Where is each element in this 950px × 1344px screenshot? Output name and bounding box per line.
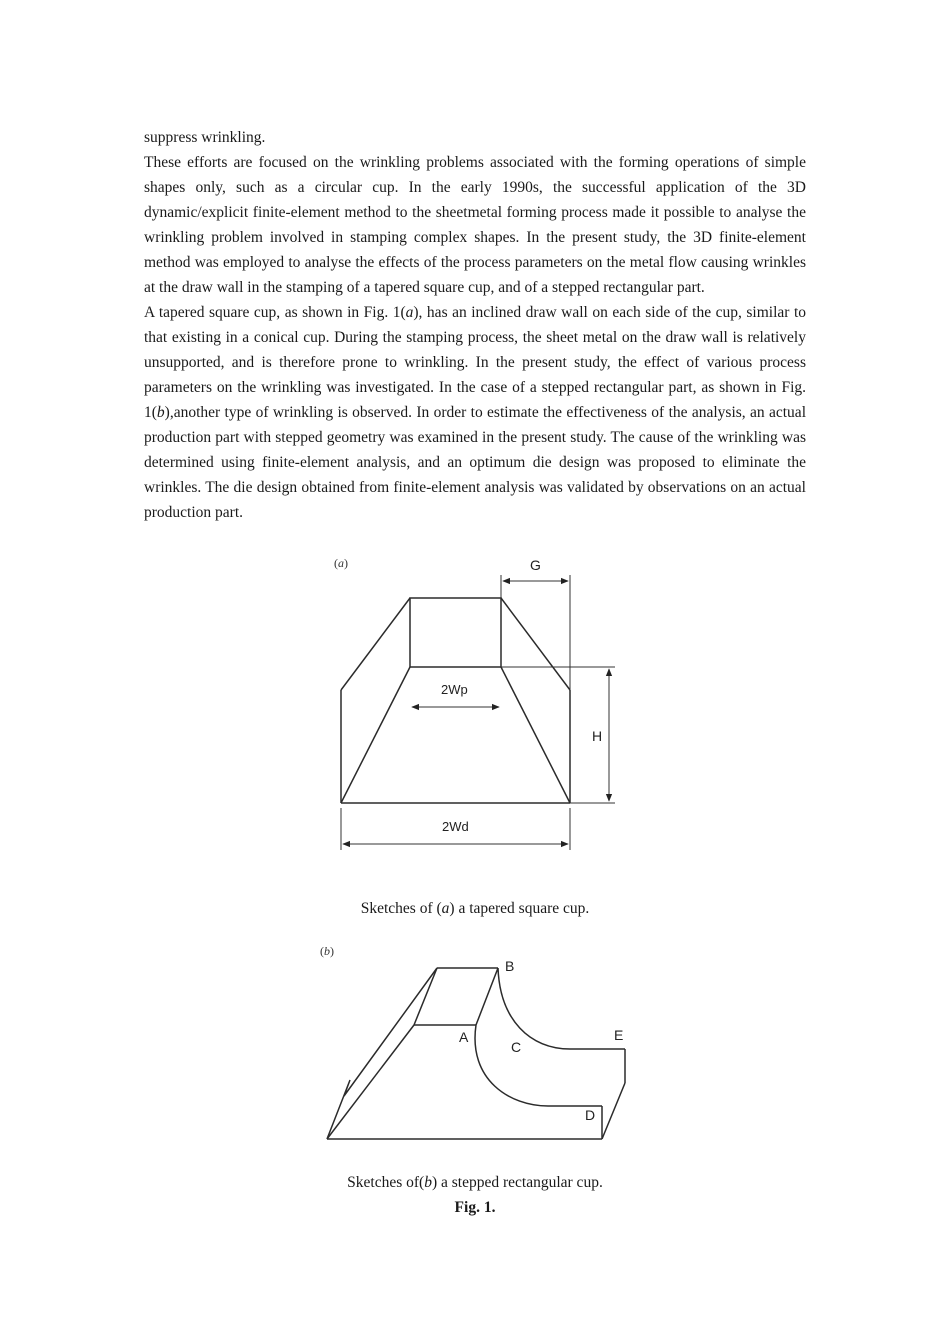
paragraph-3-part-b: ), has an inclined draw wall on each side of the cup, similar to that existing in a conical cup. During the stamping process, the sheet metal on the draw wall is relatively unsupported, and is therefore prone to wrinkling. In the present study, the effect of various process parameters on the wrinkling was investigated. In the case of a stepped rectangular part, as shown in Fig. 1(: [144, 304, 806, 421]
label-e: E: [614, 1027, 624, 1043]
paragraph-2: These efforts are focused on the wrinkling problems associated with the forming operations of simple shapes only, such as a circular cup. In the early 1990s, the successful application of the 3D dynamic/explicit finite-element method to the sheetmetal forming process made it possible to analyse the wrinkling problem involved in stamping complex shapes. In the present study, the 3D finite-element method was employed to analyse the effects of the process parameters on the metal flow causing wrinkles at the draw wall in the stamping of a tapered square cup, and of a stepped rectangular part.: [144, 154, 806, 296]
stepped-cup-outline: [327, 968, 625, 1139]
label-h: H: [592, 728, 603, 744]
paragraph-3-part-a: A tapered square cup, as shown in Fig. 1(: [144, 304, 406, 321]
paragraph-3-italic-a: a: [405, 304, 414, 321]
figure-b-tag: (b): [320, 944, 334, 958]
body-text: [144, 125, 806, 525]
label-b: B: [505, 958, 515, 974]
paragraph-3-italic-b: b: [156, 404, 165, 421]
caption-figure-a: [0, 896, 950, 921]
caption-figure-b: [0, 1170, 950, 1195]
caption-a-pre: Sketches of (: [360, 900, 442, 917]
dimension-h: [501, 667, 615, 803]
paragraph-3-part-c: ),another type of wrinkling is observed. In order to estimate the effectiveness of the analysis, an actual production part with stepped geometry was examined in the present study. The cause of the wrinkling was determined using finite-element analysis, and an optimum die design was proposed to eliminate the wrinkles. The die design obtained from finite-element analysis was validated by observations on an actual production part.: [144, 404, 806, 521]
caption-a-post: ) a tapered square cup.: [449, 900, 590, 917]
dimension-2wd: [341, 808, 570, 850]
dimension-g: [501, 557, 570, 690]
label-g: G: [530, 557, 541, 573]
label-a: A: [459, 1029, 469, 1045]
label-2wd: 2Wd: [442, 819, 469, 834]
caption-a-italic: a: [441, 900, 450, 917]
paragraph-1: suppress wrinkling.: [144, 129, 266, 146]
figure-a-tag: (a): [334, 556, 348, 570]
dimension-2wp: [412, 682, 499, 707]
caption-b-pre: Sketches of(: [347, 1174, 425, 1191]
caption-b-italic: b: [424, 1174, 432, 1191]
label-c: C: [511, 1039, 522, 1055]
label-2wp: 2Wp: [441, 682, 468, 697]
figure-number: Fig. 1.: [454, 1199, 496, 1216]
paragraph-3: [144, 300, 806, 525]
label-d: D: [585, 1107, 596, 1123]
tapered-cup-outline: [341, 598, 570, 803]
caption-b-post: ) a stepped rectangular cup.: [431, 1174, 603, 1191]
